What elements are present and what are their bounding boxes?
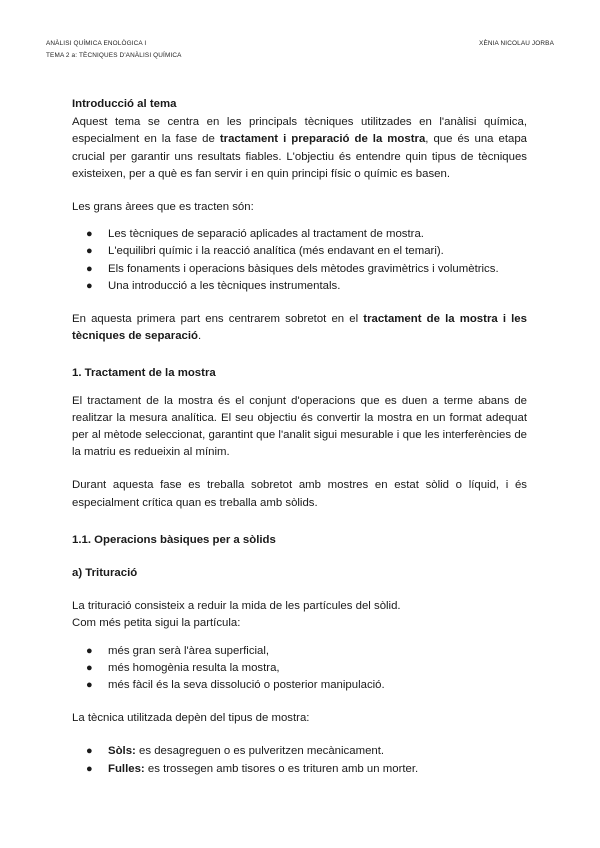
list-item <box>72 226 527 243</box>
list-item-text: Una introducció a les tècniques instrumentals. <box>108 279 341 292</box>
bullet-icon: ● <box>86 745 93 758</box>
list-item <box>72 243 527 260</box>
areas-lead: Les grans àrees que es tracten són: <box>72 201 254 214</box>
section-1-paragraph-2: Durant aquesta fase es treballa sobretot amb mostres en estat sòlid o líquid, i és especialment crítica quan es treballa amb sòlids. <box>72 479 527 509</box>
list-item-text: més gran serà l'àrea superficial, <box>108 644 270 657</box>
page-header <box>46 38 554 62</box>
bullet-icon: ● <box>86 762 93 775</box>
header-course: ANÀLISI QUÍMICA ENOLÒGICA I <box>46 40 147 47</box>
bullet-icon: ● <box>86 661 93 674</box>
subsection-a-heading: a) Trituració <box>72 567 138 580</box>
list-item <box>72 261 527 278</box>
bullet-icon: ● <box>86 679 93 692</box>
intro-p1-bold: tractament i preparació de la mostra <box>219 133 426 146</box>
list-item <box>72 761 527 778</box>
list-item-text: es desagreguen o es pulveritzen mecànicament. <box>135 745 385 758</box>
bullet-icon: ● <box>86 262 93 275</box>
header-topic: TEMA 2 a: TÈCNIQUES D'ANÀLISI QUÍMICA <box>46 52 182 59</box>
intro-paragraph-1 <box>72 114 527 183</box>
list-item <box>72 278 527 295</box>
section-1-heading: 1. Tractament de la mostra <box>72 367 216 380</box>
intro-p2-bold: tractament de la mostra i les tècniques de separació <box>72 313 527 343</box>
trituration-line-1: La trituració consisteix a reduir la mida de les partícules del sòlid. <box>72 600 401 613</box>
section-1-1-heading: 1.1. Operacions bàsiques per a sòlids <box>72 533 276 546</box>
bullet-icon: ● <box>86 245 93 258</box>
areas-list <box>72 226 527 295</box>
intro-p2-text-a: En aquesta primera part ens centrarem sobretot en el <box>72 313 364 326</box>
list-item-text: Les tècniques de separació aplicades al tractament de mostra. <box>108 228 424 241</box>
list-item-term: Sòls: <box>108 745 136 758</box>
list-item-term: Fulles: <box>108 762 145 775</box>
section-1-paragraph-1: El tractament de la mostra és el conjunt d'operacions que es duen a terme abans de realitzar la mesura analítica. El seu objectiu és convertir la mostra en un format adequat per al mètode seleccionat, garantint que l'analit sigui mesurable i que les interferències de la matriu es redueixin al mínim. <box>72 394 527 459</box>
technique-lead: La tècnica utilitzada depèn del tipus de mostra: <box>72 712 310 725</box>
techniques-list <box>72 743 527 777</box>
list-item-text: Els fonaments i operacions bàsiques dels mètodes gravimètrics i volumètrics. <box>108 262 499 275</box>
bullet-icon: ● <box>86 279 93 292</box>
bullet-icon: ● <box>86 644 93 657</box>
header-author: XÈNIA NICOLAU JORBA <box>479 40 554 47</box>
intro-p1-text-a: Aquest tema se centra en les principals tècniques utilitzades en l'anàlisi química, especialment en la fase de <box>72 116 527 146</box>
list-item <box>72 677 527 694</box>
list-item-text: més homogènia resulta la mostra, <box>108 661 280 674</box>
list-item <box>72 660 527 677</box>
intro-p1-text-b: , que és una etapa crucial per garantir uns resultats fiables. L'objectiu és entendre quin tipus de tècniques existeixen, per a què es fan servir i en quin principi físic o químic es basen. <box>72 133 527 180</box>
trituration-line-2: Com més petita sigui la partícula: <box>72 617 241 630</box>
list-item <box>72 643 527 660</box>
list-item-text: L'equilibri químic i la reacció analítica (més endavant en el temari). <box>108 245 444 258</box>
list-item <box>72 743 527 760</box>
effects-list <box>72 643 527 695</box>
intro-heading: Introducció al tema <box>72 98 177 110</box>
document-body <box>72 96 527 778</box>
intro-paragraph-2 <box>72 311 527 345</box>
bullet-icon: ● <box>86 228 93 241</box>
list-item-text: es trossegen amb tisores o es trituren amb un morter. <box>144 762 419 775</box>
list-item-text: més fàcil és la seva dissolució o posterior manipulació. <box>108 679 385 692</box>
intro-p2-text-b: . <box>197 330 202 343</box>
